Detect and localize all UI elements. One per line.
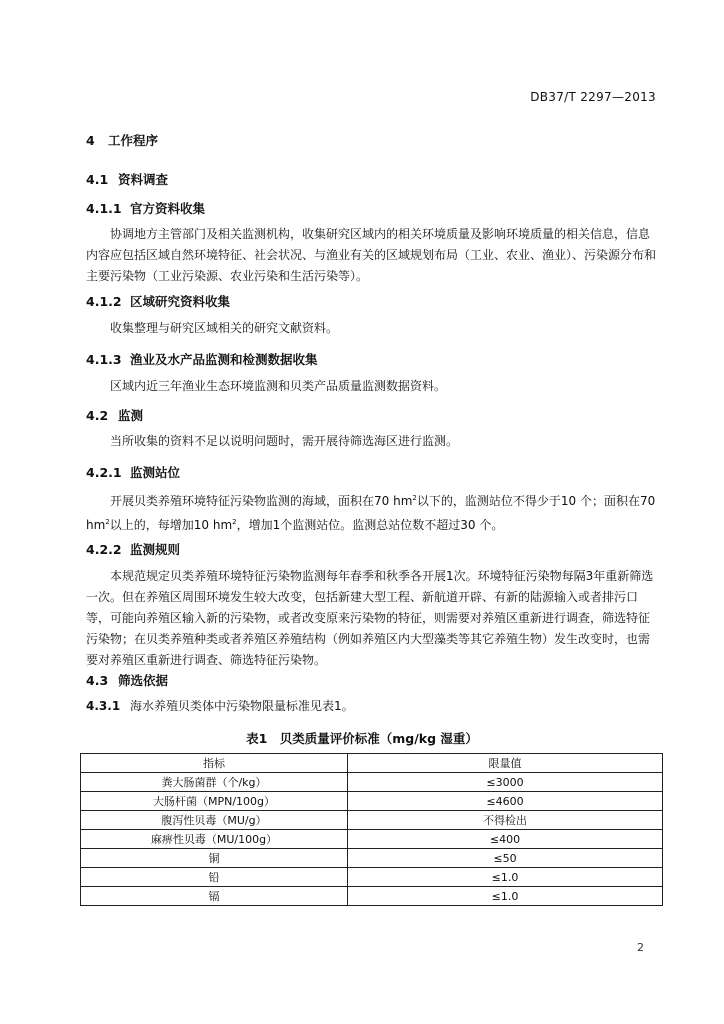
heading-4-2-2 xyxy=(86,540,180,558)
table-cell: 粪大肠菌群（个/kg） xyxy=(81,773,348,792)
table-cell: ≤50 xyxy=(348,849,663,868)
heading-number: 4.1.2 xyxy=(86,294,122,309)
paragraph-4-1-2: 收集整理与研究区域相关的研究文献资料。 xyxy=(110,321,339,335)
paragraph-text: ，增加1个监测站位。监测总站位数不超过30 个。 xyxy=(236,518,504,532)
table-cell: ≤400 xyxy=(348,830,663,849)
heading-title: 资料调查 xyxy=(118,172,169,187)
document-code: DB37/T 2297—2013 xyxy=(530,90,656,104)
heading-number: 4.3.1 xyxy=(86,699,121,713)
heading-4-2 xyxy=(86,406,143,424)
heading-number: 4.1.3 xyxy=(86,352,122,367)
table-header-row xyxy=(81,754,663,773)
heading-4-1-3 xyxy=(86,350,318,368)
table-cell: ≤3000 xyxy=(348,773,663,792)
heading-title: 监测站位 xyxy=(130,465,181,480)
paragraph-4-1-1: 协调地方主管部门及相关监测机构，收集研究区域内的相关环境质量及影响环境质量的相关信息，信息内容应包括区域自然环境特征、社会状况、与渔业有关的区域规划布局（工业、农业、渔业）、污染源分布和主要污染物（工业污染源、农业污染和生活污染等）。 xyxy=(86,227,657,283)
heading-number: 4.2.2 xyxy=(86,542,122,557)
heading-number: 4.1.1 xyxy=(86,201,122,216)
heading-4 xyxy=(86,131,158,149)
table-cell: 腹泻性贝毒（MU/g） xyxy=(81,811,348,830)
table-cell: 铅 xyxy=(81,868,348,887)
paragraph-4-1-3: 区域内近三年渔业生态环境监测和贝类产品质量监测数据资料。 xyxy=(110,379,447,393)
paragraph-text: 开展贝类养殖环境特征污染物监测的海域，面积在70 hm xyxy=(110,494,413,508)
heading-4-1 xyxy=(86,170,168,188)
superscript: 2 xyxy=(412,494,417,502)
superscript: 2 xyxy=(105,518,110,526)
table-cell: 不得检出 xyxy=(348,811,663,830)
heading-title: 监测 xyxy=(118,408,144,423)
heading-number: 4.1 xyxy=(86,172,109,187)
table-cell: 大肠杆菌（MPN/100g） xyxy=(81,792,348,811)
heading-title: 官方资料收集 xyxy=(130,201,206,216)
table-row xyxy=(81,868,663,887)
table-caption: 表1 贝类质量评价标准（mg/kg 湿重） xyxy=(246,731,478,746)
heading-title: 工作程序 xyxy=(108,133,159,148)
paragraph-text: 以上的，每增加10 hm xyxy=(109,518,233,532)
heading-title: 筛选依据 xyxy=(118,673,169,688)
heading-number: 4.2.1 xyxy=(86,465,122,480)
table-cell: ≤1.0 xyxy=(348,887,663,906)
heading-4-3 xyxy=(86,671,168,689)
table-header-cell: 指标 xyxy=(81,754,348,773)
paragraph-text: 以下的，监测站位不得少于10 个；面积在70 hm xyxy=(86,494,656,532)
table-row xyxy=(81,830,663,849)
heading-title: 区域研究资料收集 xyxy=(130,294,231,309)
table-cell: 麻痹性贝毒（MU/100g） xyxy=(81,830,348,849)
heading-number: 4 xyxy=(86,133,95,148)
table-row xyxy=(81,887,663,906)
heading-number: 4.3 xyxy=(86,673,109,688)
standards-table xyxy=(80,753,663,906)
table-row xyxy=(81,849,663,868)
table-cell: 镉 xyxy=(81,887,348,906)
table-row xyxy=(81,811,663,830)
table-cell: 铜 xyxy=(81,849,348,868)
heading-4-1-1 xyxy=(86,199,205,217)
heading-4-1-2 xyxy=(86,292,230,310)
paragraph-4-2-2: 本规范规定贝类养殖环境特征污染物监测每年春季和秋季各开展1次。环境特征污染物每隔3年重新筛选一次。但在养殖区周围环境发生较大改变，包括新建大型工程、新航道开辟、有新的陆源输入或者排污口等，可能向养殖区输入新的污染物，或者改变原来污染物的特征，则需要对养殖区重新进行调查，筛选特征污染物；在贝类养殖种类或者养殖区养殖结构（例如养殖区内大型藻类等其它养殖生物）发生改变时，也需要对养殖区重新进行调查、筛选特征污染物。 xyxy=(86,569,654,667)
table-row xyxy=(81,792,663,811)
table-header-cell: 限量值 xyxy=(348,754,663,773)
table-cell: ≤4600 xyxy=(348,792,663,811)
paragraph-text: 海水养殖贝类体中污染物限量标准见表1。 xyxy=(130,699,354,713)
table-cell: ≤1.0 xyxy=(348,868,663,887)
heading-title: 监测规则 xyxy=(130,542,181,557)
heading-number: 4.2 xyxy=(86,408,109,423)
page-number: 2 xyxy=(637,941,644,954)
paragraph-4-2-1 xyxy=(86,488,660,536)
paragraph-4-2: 当所收集的资料不足以说明问题时，需开展待筛选海区进行监测。 xyxy=(110,434,459,448)
superscript: 2 xyxy=(232,518,237,526)
paragraph-4-3-1 xyxy=(86,696,354,717)
table-row xyxy=(81,773,663,792)
heading-4-2-1 xyxy=(86,463,180,481)
heading-title: 渔业及水产品监测和检测数据收集 xyxy=(130,352,318,367)
